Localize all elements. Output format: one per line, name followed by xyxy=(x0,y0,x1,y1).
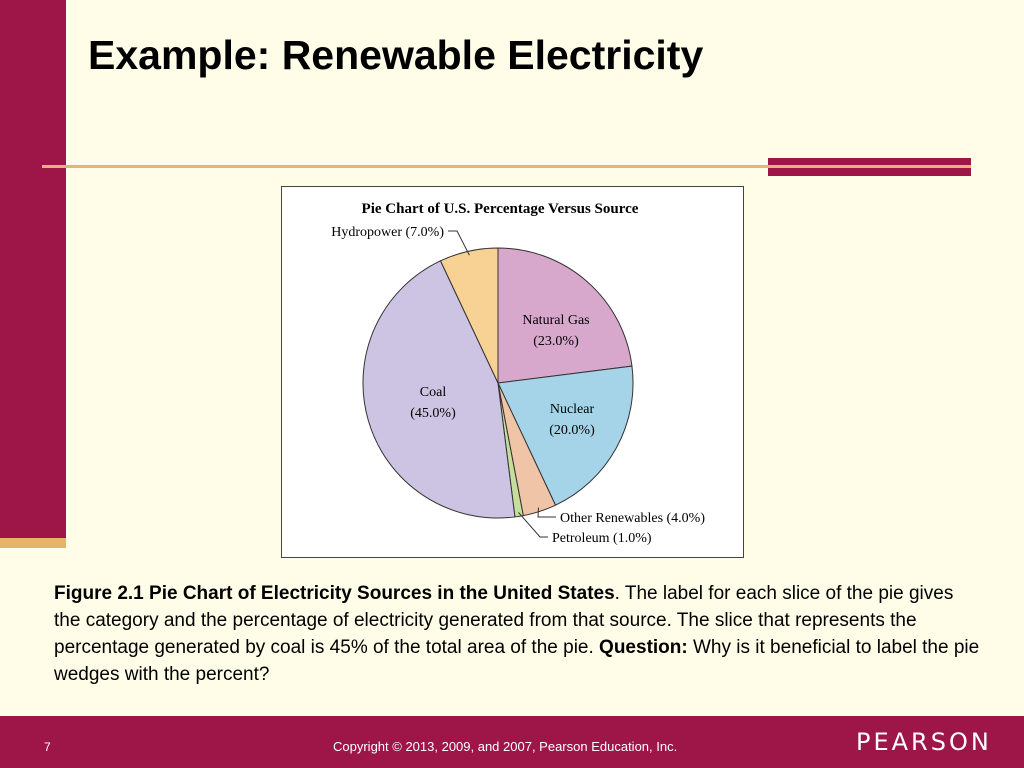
left-accent-gold-strip xyxy=(0,538,66,548)
chart-title: Pie Chart of U.S. Percentage Versus Source xyxy=(361,201,639,217)
copyright-notice: Copyright © 2013, 2009, and 2007, Pearson Education, Inc. xyxy=(333,739,678,754)
slice-percent-nuclear: (20.0%) xyxy=(549,423,595,438)
pie-chart-figure xyxy=(281,186,744,558)
slice-label-coal: Coal xyxy=(419,385,447,400)
footer-bar xyxy=(0,716,1024,768)
title-divider-block-stripe xyxy=(768,165,971,168)
slice-percent-natural-gas: (23.0%) xyxy=(533,334,579,349)
caption-body: . The label for each slice of the pie gives the category and the percentage of electricity generated from that source. The slice that represents the percentage generated by coal is 45% of the total area of the pie. xyxy=(54,583,954,658)
pie-chart xyxy=(282,187,743,557)
slice-label-natural-gas: Natural Gas xyxy=(522,313,590,328)
slice-label-nuclear: Nuclear xyxy=(549,402,595,417)
pearson-logo: PEARSON xyxy=(856,728,992,756)
slice-label-other-renewables: Other Renewables (4.0%) xyxy=(560,511,706,526)
slice-label-petroleum: Petroleum (1.0%) xyxy=(552,531,652,546)
figure-caption xyxy=(54,580,984,688)
question-text: Why is it beneficial to label the pie wedges with the percent? xyxy=(54,637,980,685)
question-label: Question: xyxy=(599,637,688,658)
left-accent-bar xyxy=(0,0,66,538)
figure-label: Figure 2.1 Pie Chart of Electricity Sources in the United States xyxy=(54,583,615,604)
slide-title: Example: Renewable Electricity xyxy=(88,32,704,78)
title-divider-line xyxy=(42,165,768,168)
slice-percent-coal: (45.0%) xyxy=(410,406,456,421)
slice-label-hydropower: Hydropower (7.0%) xyxy=(331,225,444,240)
page-number: 7 xyxy=(44,740,51,754)
